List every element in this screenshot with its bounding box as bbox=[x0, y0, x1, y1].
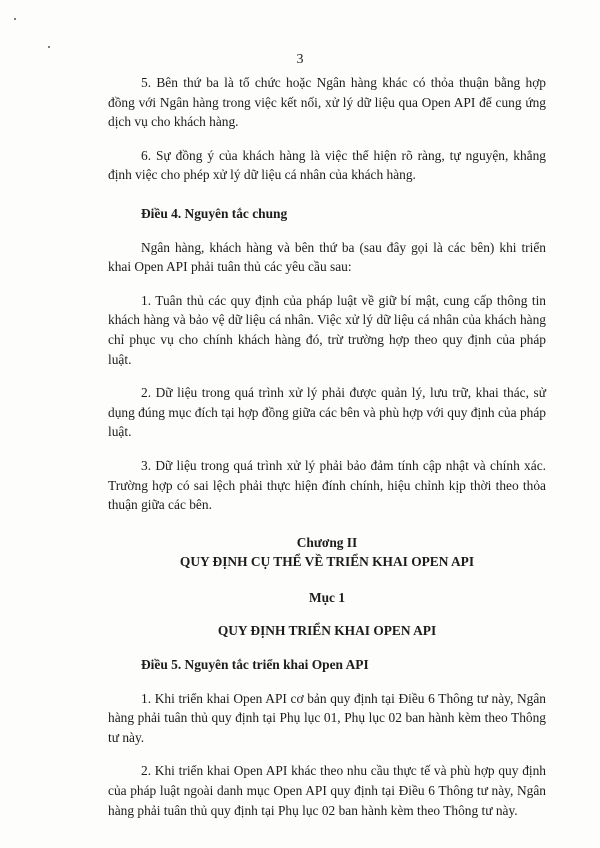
article-4-item-2: 2. Dữ liệu trong quá trình xử lý phải được quản lý, lưu trữ, khai thác, sử dụng đúng mục đích tại hợp đồng giữa các bên và phù hợp với quy định của pháp luật. bbox=[108, 385, 546, 440]
section-label: Mục 1 bbox=[308, 589, 346, 605]
article-4-title: Điều 4. Nguyên tắc chung bbox=[141, 205, 288, 221]
page-body bbox=[108, 73, 546, 820]
article-4-item-1: 1. Tuân thủ các quy định của pháp luật về giữ bí mật, cung cấp thông tin khách hàng và bảo vệ dữ liệu cá nhân. Việc xử lý dữ liệu cá nhân của khách hàng chỉ phục vụ cho chính khách hàng đó, trừ trường hợp theo quy định của pháp luật. bbox=[108, 292, 546, 367]
chapter-label: Chương II bbox=[296, 534, 358, 550]
page-number: 3 bbox=[296, 52, 304, 67]
article-4-item-3: 3. Dữ liệu trong quá trình xử lý phải bảo đảm tính cập nhật và chính xác. Trường hợp có sai lệch phải thực hiện đính chính, hiệu chỉnh kịp thời theo thỏa thuận giữa các bên. bbox=[108, 457, 546, 513]
paragraph-definition-5: 5. Bên thứ ba là tổ chức hoặc Ngân hàng khác có thỏa thuận bằng hợp đồng với Ngân hàng trong việc kết nối, xử lý dữ liệu qua Open API để cung ứng dịch vụ cho khách hàng. bbox=[108, 75, 546, 130]
paragraph-definition-6: 6. Sự đồng ý của khách hàng là việc thể hiện rõ ràng, tự nguyện, khẳng định việc cho phép xử lý dữ liệu cá nhân của khách hàng. bbox=[108, 147, 546, 183]
section-title: QUY ĐỊNH TRIỂN KHAI OPEN API bbox=[217, 623, 437, 639]
article-5-item-1: 1. Khi triển khai Open API cơ bản quy định tại Điều 6 Thông tư này, Ngân hàng phải tuân thủ quy định tại Phụ lục 01, Phụ lục 02 ban hành kèm theo Thông tư này. bbox=[108, 690, 546, 745]
article-4-intro: Ngân hàng, khách hàng và bên thứ ba (sau đây gọi là các bên) khi triển khai Open API phải tuân thủ các yêu cầu sau: bbox=[108, 239, 546, 275]
article-5-title: Điều 5. Nguyên tắc triển khai Open API bbox=[141, 657, 369, 673]
chapter-title: QUY ĐỊNH CỤ THỂ VỀ TRIỂN KHAI OPEN API bbox=[179, 554, 475, 570]
article-5-item-2: 2. Khi triển khai Open API khác theo nhu cầu thực tế và phù hợp quy định của pháp luật ngoài danh mục Open API quy định tại Điều 6 Thông tư này, Ngân hàng phải tuân thủ quy định tại Phụ lục 02 ban hành kèm theo Thông tư này. bbox=[108, 763, 546, 818]
